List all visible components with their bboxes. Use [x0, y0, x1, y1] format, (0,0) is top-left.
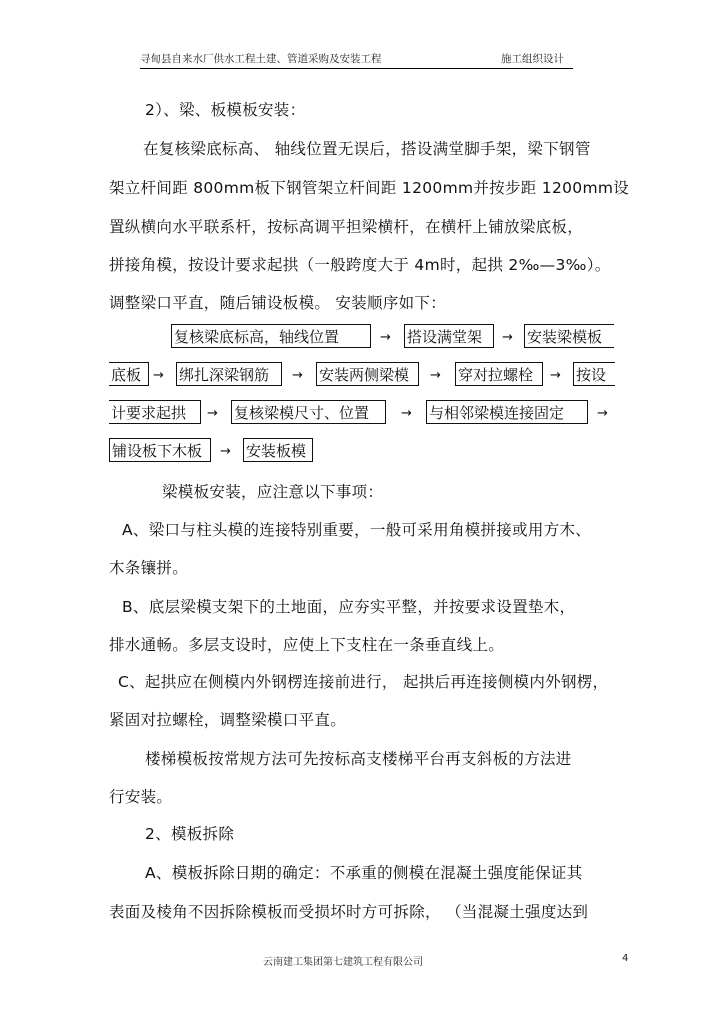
note-b-continued: 排水通畅。多层支设时，应使上下支柱在一条垂直线上。 — [109, 636, 505, 654]
flow-arrow: → — [430, 368, 441, 383]
page-number: 4 — [622, 953, 629, 964]
flow-step-beam-formwork: 安装梁模板 — [524, 324, 614, 348]
flow-arrow: → — [207, 406, 218, 421]
removal-paragraph: A、模板拆除日期的确定：不承重的侧模在混凝土强度能保证其 — [145, 864, 583, 882]
paragraph-line: 架立杆间距 800mm板下钢管架立杆间距 1200mm并按步距 1200mm设 — [109, 179, 630, 197]
flow-arrow: → — [153, 368, 164, 383]
flow-step-rebar: 绑扎深梁钢筋 — [176, 362, 282, 386]
section-heading-beam: 2）、梁、板模板安装： — [145, 101, 306, 119]
flow-arrow: → — [502, 330, 513, 345]
note-c: C、起拱应在侧模内外钢楞连接前进行， 起拱后再连接侧模内外钢楞， — [118, 673, 609, 691]
flow-arrow: → — [292, 368, 303, 383]
note-c-continued: 紧固对拉螺栓，调整梁模口平直。 — [109, 711, 347, 729]
flow-step-lay-boards: 铺设板下木板 — [109, 438, 211, 462]
flow-step-side-forms: 安装两侧梁模 — [316, 362, 419, 386]
paragraph-line: 在复核梁底标高、 轴线位置无误后，搭设满堂脚手架，梁下钢管 — [143, 140, 591, 158]
header-divider — [140, 68, 573, 69]
flow-arrow: → — [380, 330, 391, 345]
stair-paragraph-continued: 行安装。 — [109, 788, 173, 806]
notes-intro: 梁模板安装，应注意以下事项： — [162, 483, 384, 501]
paragraph-line: 调整梁口平直，随后铺设板模。 安装顺序如下： — [109, 294, 447, 312]
flow-arrow: → — [220, 444, 231, 459]
stair-paragraph: 楼梯模板按常规方法可先按标高支楼梯平台再支斜板的方法进 — [145, 750, 572, 768]
section-heading-removal: 2、模板拆除 — [145, 825, 235, 843]
flow-step-connect-adjacent: 与相邻梁模连接固定 — [426, 400, 588, 424]
paragraph-line: 置纵横向水平联系杆，按标高调平担梁横杆，在横杆上铺放梁底板， — [109, 218, 584, 236]
header-project: 寻甸县自来水厂供水工程土建、管道采购及安装工程 — [140, 53, 382, 65]
header-doc-type: 施工组织设计 — [501, 53, 564, 65]
flow-arrow: → — [401, 406, 412, 421]
flow-step-camber-b: 计要求起拱 — [109, 400, 201, 424]
flow-step-verify-dimensions: 复核梁模尺寸、位置 — [231, 400, 386, 424]
flow-step-tie-bolts: 穿对拉螺栓 — [455, 362, 543, 386]
flow-step-camber-a: 按设 — [573, 362, 615, 386]
removal-paragraph-continued: 表面及棱角不因拆除模板而受损坏时方可拆除， （当混凝土强度达到 — [109, 903, 589, 921]
flow-step-bottom-plate: 底板 — [109, 362, 149, 386]
flow-arrow: → — [597, 406, 608, 421]
paragraph-line: 拼接角模，按设计要求起拱（一般跨度大于 4m时，起拱 2‰—3‰）。 — [109, 256, 611, 274]
note-b: B、底层梁模支架下的土地面，应夯实平整，并按要求设置垫木， — [122, 598, 576, 616]
note-a-continued: 木条镶拼。 — [109, 559, 189, 577]
footer-company: 云南建工集团第七建筑工程有限公司 — [263, 957, 423, 968]
flow-arrow: → — [550, 368, 561, 383]
flow-step-verify-elevation: 复核梁底标高，轴线位置 — [171, 324, 371, 348]
note-a: A、梁口与柱头模的连接特别重要，一般可采用角模拼接或用方木、 — [122, 521, 592, 539]
flow-step-scaffold: 搭设满堂架 — [404, 324, 494, 348]
flow-step-slab-forms: 安装板模 — [243, 438, 313, 462]
